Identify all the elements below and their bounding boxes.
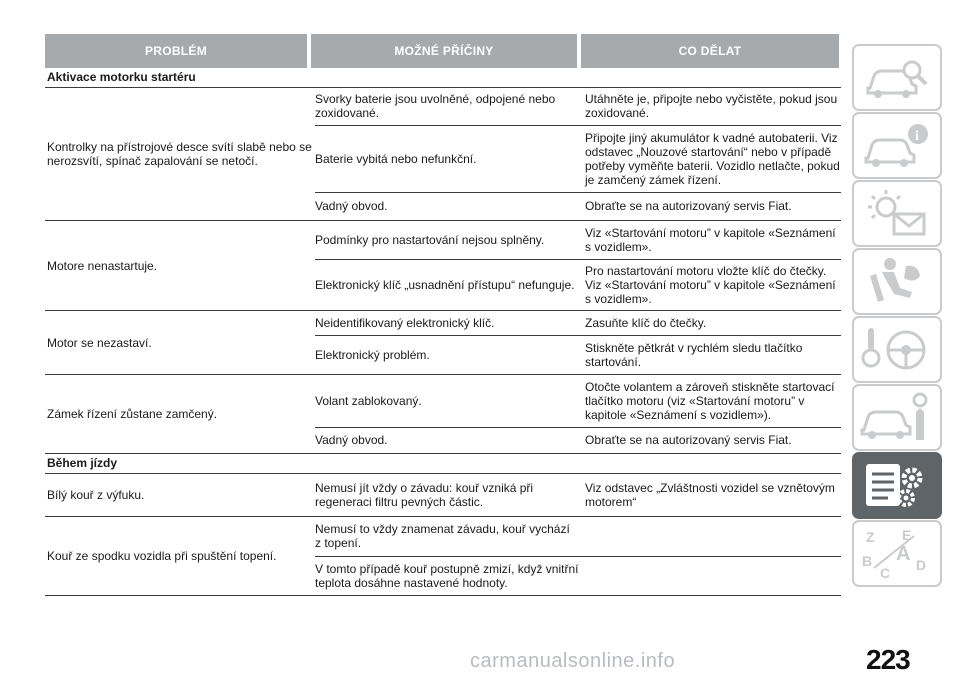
action-cell — [585, 336, 841, 374]
action-text: Viz «Startování motoru” v kapitole «Seznámení s vozidlem». — [585, 225, 836, 254]
subrows — [315, 88, 841, 220]
nav-tab-car-info[interactable] — [852, 112, 942, 179]
problem-text: Motor se nezastaví. — [47, 335, 152, 350]
cause-text: Neidentifikovaný elektronický klíč. — [315, 315, 495, 330]
troubleshooting-table — [45, 34, 841, 596]
action-cell — [585, 88, 841, 125]
nav-tab-warnings[interactable] — [852, 180, 942, 247]
cause-cell — [315, 311, 585, 335]
problem-cell — [45, 88, 315, 220]
action-text: Obraťte se na autorizovaný servis Fiat. — [585, 433, 792, 447]
action-text: Utáhněte je, připojte nebo vyčistěte, pokud jsou zoxidované. — [585, 92, 838, 120]
cause-text: Elektronický problém. — [315, 347, 430, 362]
index-letter: A — [896, 543, 911, 565]
index-letter: E — [902, 527, 912, 543]
table-row-group — [45, 88, 841, 221]
action-cell — [585, 193, 841, 220]
action-cell — [585, 126, 841, 192]
table-row-group — [45, 221, 841, 311]
table-row-group — [45, 375, 841, 454]
cause-cell — [315, 126, 585, 192]
cause-text: V tomto případě kouř postupně zmizí, když vnitřní teplota dosáhne nastavené hodnoty. — [315, 561, 579, 590]
nav-tab-index[interactable] — [852, 520, 942, 587]
subrows — [315, 517, 841, 595]
action-text: Připojte jiný akumulátor k vadné autobaterii. Viz odstavec „Nouzové startování“ nebo v případě potřeby vyměňte baterii. Vozidlo netlačte, pokud je zamčený zámek řízení. — [585, 130, 840, 187]
section-title: Aktivace motorku startéru — [45, 68, 841, 88]
problem-cell — [45, 221, 315, 310]
problem-cell — [45, 375, 315, 453]
problem-cell — [45, 474, 315, 516]
action-text: Obraťte se na autorizovaný servis Fiat. — [585, 199, 792, 213]
list-gears-icon — [854, 454, 940, 517]
action-text: Stiskněte pětkrát v rychlém sledu tlačítko startování. — [585, 340, 803, 369]
action-cell — [585, 474, 841, 516]
action-text: Otočte volantem a zároveň stiskněte startovací tlačítko motoru (viz «Startování motoru” v kapitole «Seznámení s vozidlem»). — [585, 379, 835, 422]
index-letter: C — [880, 565, 891, 581]
cause-text: Volant zablokovaný. — [315, 393, 422, 408]
alphabet-index-icon — [854, 522, 940, 585]
cause-text: Vadný obvod. — [315, 199, 388, 213]
action-cell — [585, 311, 841, 335]
action-text: Zasuňte klíč do čtečky. — [585, 315, 707, 330]
cause-cell — [315, 260, 585, 311]
action-cell — [585, 375, 841, 427]
table-row — [315, 88, 841, 125]
warning-lights-envelope-icon — [854, 182, 940, 245]
nav-tab-technical-data[interactable] — [852, 452, 942, 519]
problem-text: Kouř ze spodku vozidla při spuštění topení. — [47, 549, 277, 563]
header-causes: MOŽNÉ PŘÍČINY — [311, 34, 577, 68]
cause-text: Nemusí to vždy znamenat závadu, kouř vychází z topení. — [315, 522, 570, 550]
table-row — [315, 125, 841, 192]
nav-tab-maintenance[interactable] — [852, 384, 942, 451]
action-text: Viz odstavec „Zvláštnosti vozidel se vznětovým motorem“ — [585, 480, 835, 509]
cause-cell — [315, 428, 585, 453]
action-cell — [585, 517, 841, 556]
cause-text: Baterie vybitá nebo nefunkční. — [315, 151, 477, 166]
cause-cell — [315, 557, 585, 595]
table-row-group — [45, 474, 841, 517]
table-row — [315, 259, 841, 311]
action-cell — [585, 260, 841, 311]
subrows — [315, 474, 841, 516]
cause-cell — [315, 221, 585, 259]
table-row — [315, 517, 841, 556]
subrows — [315, 311, 841, 374]
cause-cell — [315, 375, 585, 427]
table-row-group — [45, 517, 841, 596]
table-row — [315, 311, 841, 335]
cause-cell — [315, 517, 585, 556]
cause-text: Podmínky pro nastartování nejsou splněny. — [315, 232, 545, 247]
table-row — [315, 474, 841, 516]
table-row — [315, 192, 841, 220]
section-title: Během jízdy — [45, 454, 841, 474]
cause-cell — [315, 193, 585, 220]
table-row — [315, 375, 841, 427]
problem-text: Motore nenastartuje. — [47, 258, 158, 273]
problem-cell — [45, 517, 315, 595]
cause-text: Svorky baterie jsou uvolněné, odpojené nebo zoxidované. — [315, 92, 556, 120]
table-row — [315, 427, 841, 453]
car-magnifier-icon — [854, 46, 940, 109]
cause-cell — [315, 88, 585, 125]
cause-cell — [315, 336, 585, 374]
table-header — [45, 34, 841, 68]
problem-text: Zámek řízení zůstane zamčený. — [47, 407, 218, 421]
nav-tab-car-inspection[interactable] — [852, 44, 942, 111]
car-wrench-icon — [854, 386, 940, 449]
subrows — [315, 375, 841, 453]
table-row — [315, 221, 841, 259]
problem-cell — [45, 311, 315, 374]
table-row-group — [45, 311, 841, 375]
action-cell — [585, 221, 841, 259]
index-letter: B — [862, 553, 873, 569]
action-cell — [585, 428, 841, 453]
cause-text: Vadný obvod. — [315, 433, 388, 447]
table-row — [315, 335, 841, 374]
index-letter: D — [916, 557, 927, 573]
action-text: Pro nastartování motoru vložte klíč do čtečky. Viz «Startování motoru” v kapitole «Seznámení s vozidlem». — [585, 264, 836, 306]
nav-tab-starting-driving[interactable] — [852, 316, 942, 383]
cause-text: Elektronický klíč „usnadnění přístupu“ nefunguje. — [315, 278, 575, 292]
subrows — [315, 221, 841, 310]
steering-wheel-key-icon — [854, 318, 940, 381]
header-problem: PROBLÉM — [45, 34, 307, 68]
problem-text: Bílý kouř z výfuku. — [47, 488, 145, 502]
car-info-icon — [854, 114, 940, 177]
watermark: carmanualsonline.info — [470, 650, 676, 672]
svg-text:i: i — [915, 129, 919, 144]
page-number: 223 — [866, 644, 910, 675]
nav-tab-safety[interactable] — [852, 248, 942, 315]
problem-text: Kontrolky na přístrojové desce svítí slabě nebo se nerozsvítí, spínač zapalování se netočí. — [47, 140, 312, 168]
cause-text: Nemusí jít vždy o závadu: kouř vzniká při regeneraci filtru pevných částic. — [315, 480, 534, 509]
index-letter: Z — [866, 529, 875, 545]
header-action: CO DĚLAT — [581, 34, 839, 68]
airbag-person-icon — [854, 250, 940, 313]
table-row — [315, 556, 841, 595]
cause-cell — [315, 474, 585, 516]
action-cell — [585, 557, 841, 595]
